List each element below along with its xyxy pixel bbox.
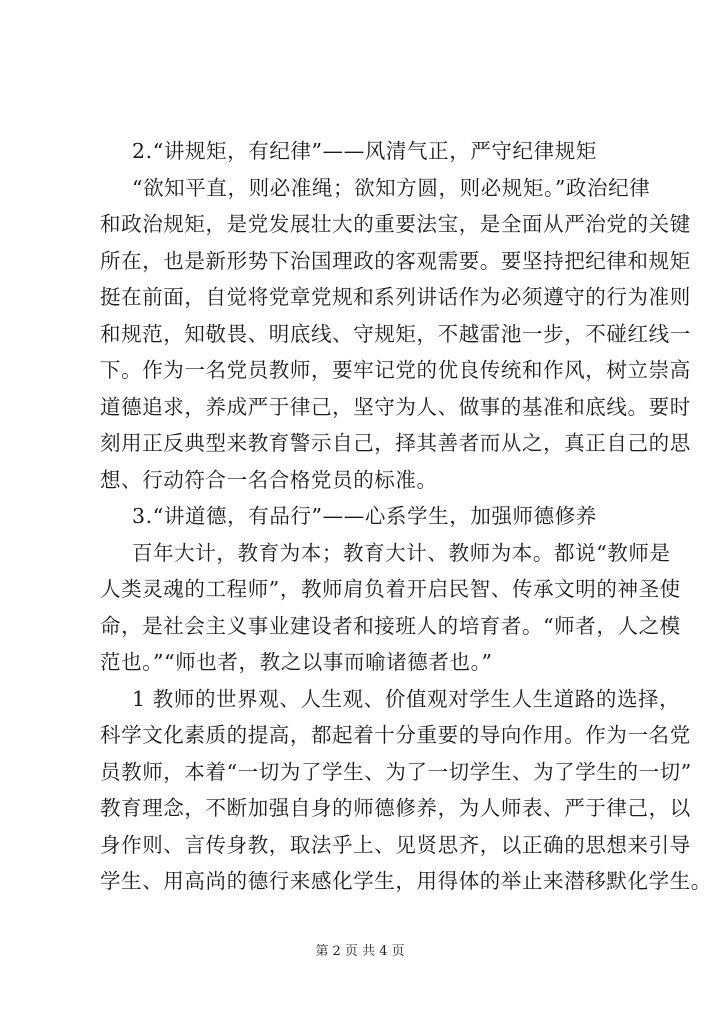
text-line: 员教师，本着“一切为了学生、为了一切学生、为了学生的一切” bbox=[100, 759, 692, 784]
section-heading: 2.“讲规矩，有纪律”——风清气正，严守纪律规矩 bbox=[132, 139, 597, 163]
text-line: 刻用正反典型来教育警示自己，择其善者而从之，真正自己的思 bbox=[100, 431, 691, 455]
text-line: 学生、用高尚的德行来感化学生，用得体的举止来潜移默化学生。 bbox=[100, 869, 712, 893]
document-body bbox=[100, 133, 712, 900]
text-line: 道德追求，养成严于律己，坚守为人、做事的基准和底线。要时 bbox=[100, 394, 691, 419]
paragraph bbox=[100, 170, 691, 499]
text-line: 和政治规矩，是党发展壮大的重要法宝，是全面从严治党的关键 bbox=[100, 212, 691, 236]
text-line: 科学文化素质的提高，都起着十分重要的导向作用。作为一名党 bbox=[100, 723, 691, 747]
text-line: 挺在前面，自觉将党章党规和系列讲话作为必须遵守的行为准则 bbox=[100, 285, 691, 309]
page-footer: 第 2 页 共 4 页 bbox=[315, 944, 405, 959]
text-line: “欲知平直，则必准绳；欲知方圆，则必规矩。”政治纪律 bbox=[132, 175, 651, 200]
paragraph bbox=[100, 681, 712, 900]
text-line: 身作则、言传身教，取法乎上、见贤思齐，以正确的思想来引导 bbox=[100, 832, 691, 857]
text-line: 命，是社会主义事业建设者和接班人的培育者。“师者，人之模 bbox=[100, 613, 681, 638]
text-line: 和规范，知敬畏、明底线、守规矩，不越雷池一步，不碰红线一 bbox=[100, 321, 691, 346]
text-line: 下。作为一名党员教师，要牢记党的优良传统和作风，树立崇高 bbox=[100, 358, 691, 382]
text-line: 百年大计，教育为本；教育大计、教师为本。都说“教师是 bbox=[132, 540, 671, 565]
paragraph bbox=[100, 535, 681, 681]
section-heading: 3.“讲道德，有品行”——心系学生，加强师德修养 bbox=[132, 504, 597, 528]
text-line: 人类灵魂的工程师”，教师肩负着开启民智、传承文明的神圣使 bbox=[100, 577, 681, 601]
text-line: 1 教师的世界观、人生观、价值观对学生人生道路的选择， bbox=[132, 686, 681, 711]
text-line: 教育理念，不断加强自身的师德修养，为人师表、严于律己，以 bbox=[100, 796, 691, 820]
text-line: 范也。”“师也者，教之以事而喻诸德者也。” bbox=[100, 650, 493, 674]
text-line: 想、行动符合一名合格党员的标准。 bbox=[100, 467, 438, 492]
text-line: 所在，也是新形势下治国理政的客观需要。要坚持把纪律和规矩 bbox=[100, 248, 691, 273]
